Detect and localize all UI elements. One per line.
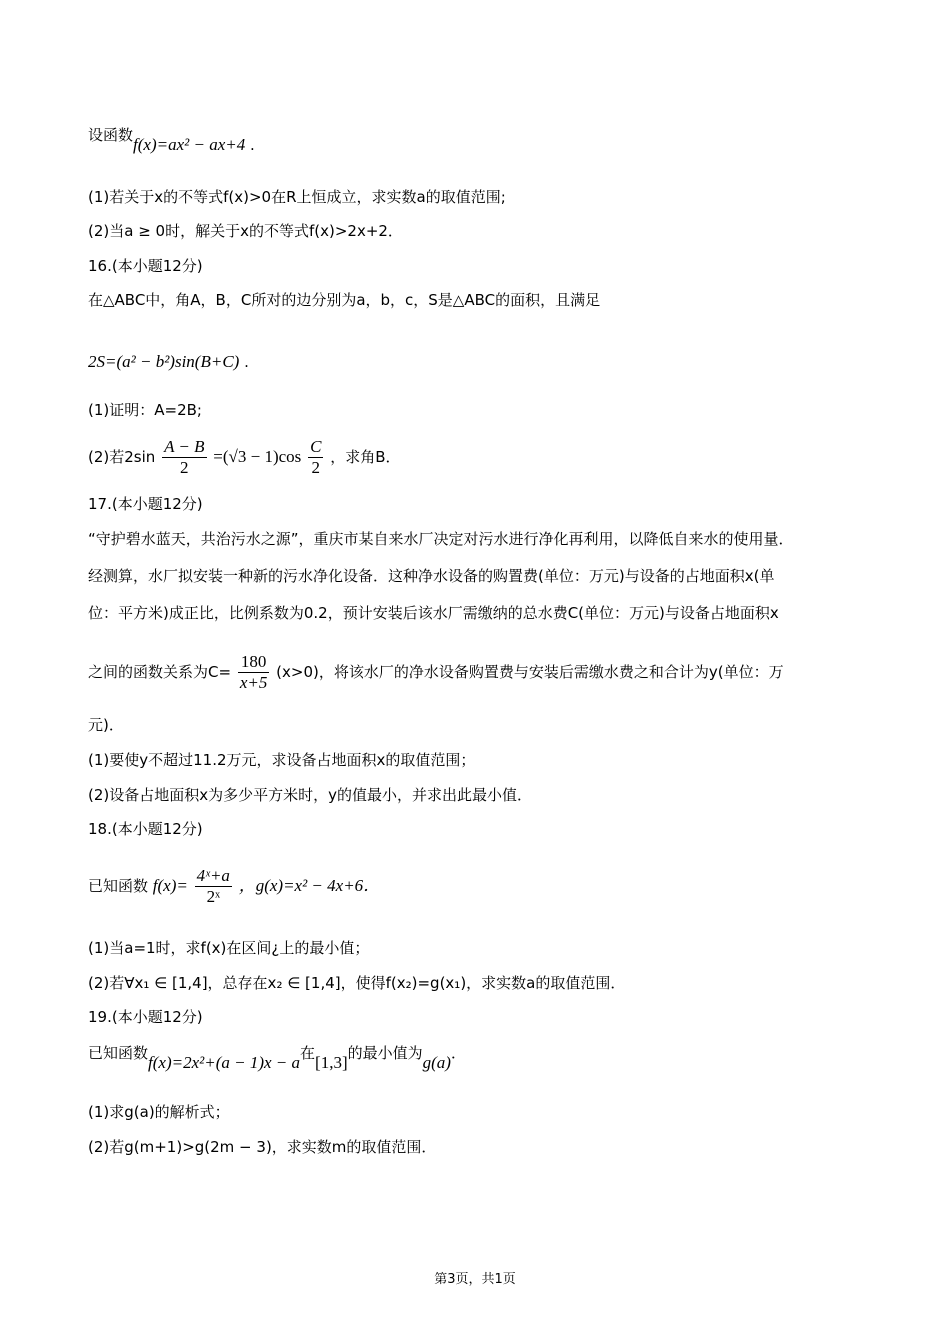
math-expression: [1,3] bbox=[315, 1053, 348, 1072]
problem18-q2: (2)若∀x₁ ∈ [1,4]，总存在x₂ ∈ [1,4]，使得f(x₂)=g(x₁)，求实数a的取值范围． bbox=[88, 974, 626, 992]
text: 已知函数 bbox=[88, 877, 149, 895]
problem15-q2: (2)当a ≥ 0时，解关于x的不等式f(x)>2x+2． bbox=[88, 222, 403, 240]
numerator: A − B bbox=[164, 437, 205, 456]
numerator: 180 bbox=[238, 652, 270, 673]
denominator: x+5 bbox=[239, 673, 268, 692]
problem19-q2: (2)若g(m+1)>g(2m − 3)，求实数m的取值范围． bbox=[88, 1138, 437, 1156]
page-footer: 第3页，共1页 bbox=[434, 1272, 516, 1287]
fraction bbox=[195, 866, 232, 907]
fraction bbox=[308, 437, 323, 478]
text: ． bbox=[450, 1044, 466, 1062]
problem19-q1: (1)求g(a)的解析式； bbox=[88, 1103, 230, 1121]
math-expression: f(x)= bbox=[152, 876, 188, 895]
text: (2)若2sin bbox=[88, 448, 156, 466]
problem17-line4 bbox=[88, 650, 890, 694]
problem18-heading: 18.(本小题12分) bbox=[88, 820, 203, 838]
problem17-line3: 位：平方米)成正比，比例系数为0.2，预计安装后该水厂需缴纳的总水费C(单位：万元)与设备占地面积x bbox=[88, 604, 779, 622]
problem19-heading: 19.(本小题12分) bbox=[88, 1008, 203, 1026]
math-expression: 2S=(a² − b²)sin(B+C) bbox=[88, 352, 240, 371]
problem16-condition: 2S=(a² − b²)sin(B+C) . bbox=[88, 352, 249, 371]
problem17-line5: 元)． bbox=[88, 716, 124, 734]
text: 已知函数 bbox=[88, 1044, 149, 1062]
math-expression: f(x)=ax² − ax+4 bbox=[133, 135, 246, 154]
problem15-intro: 设函数f(x)=ax² − ax+4 . bbox=[88, 126, 255, 154]
problem16-q1: (1)证明：A=2B; bbox=[88, 401, 202, 419]
text: ，求角B． bbox=[330, 448, 401, 466]
numerator: C bbox=[310, 437, 322, 456]
problem16-heading: 16.(本小题12分) bbox=[88, 257, 203, 275]
math-expression: g(a) bbox=[422, 1053, 451, 1072]
denominator: 2 bbox=[311, 458, 320, 477]
math-expression: f(x)=2x²+(a − 1)x − a bbox=[148, 1053, 301, 1072]
problem16-intro: 在△ABC中，角A，B，C所对的边分别为a，b，c，S是△ABC的面积，且满足 bbox=[88, 291, 601, 309]
problem15-q1: (1)若关于x的不等式f(x)>0在R上恒成立，求实数a的取值范围; bbox=[88, 188, 506, 206]
numerator: 4ˣ+a bbox=[196, 866, 230, 885]
problem17-line2: 经测算，水厂拟安装一种新的污水净化设备．这种净水设备的购置费(单位：万元)与设备的占地面积x(单 bbox=[88, 567, 775, 585]
problem17-q1: (1)要使y不超过11.2万元，求设备占地面积x的取值范围； bbox=[88, 751, 476, 769]
problem16-q2 bbox=[88, 435, 890, 479]
text: (x>0)，将该水厂的净水设备购置费与安装后需缴水费之和合计为y(单位：万 bbox=[276, 663, 784, 681]
fraction bbox=[238, 652, 270, 693]
problem17-line1: “守护碧水蓝天，共治污水之源”，重庆市某自来水厂决定对污水进行净化再利用，以降低自来水的使用量． bbox=[88, 530, 794, 548]
fraction bbox=[162, 437, 206, 478]
problem18-intro bbox=[88, 864, 890, 908]
math-expression: ，g(x)=x² − 4x+6． bbox=[238, 876, 381, 895]
math-expression: =(√3 − 1)cos bbox=[213, 447, 302, 466]
text: 在 bbox=[300, 1044, 316, 1062]
problem19-intro bbox=[88, 1042, 890, 1072]
text: 之间的函数关系为C= bbox=[88, 663, 232, 681]
problem17-q2: (2)设备占地面积x为多少平方米时，y的值最小，并求出此最小值． bbox=[88, 786, 533, 804]
denominator: 2ˣ bbox=[206, 887, 220, 906]
problem17-heading: 17.(本小题12分) bbox=[88, 495, 203, 513]
text: 的最小值为 bbox=[347, 1044, 423, 1062]
denominator: 2 bbox=[180, 458, 189, 477]
problem18-q1: (1)当a=1时，求f(x)在区间¿上的最小值； bbox=[88, 939, 370, 957]
text: 设函数 bbox=[88, 126, 134, 144]
